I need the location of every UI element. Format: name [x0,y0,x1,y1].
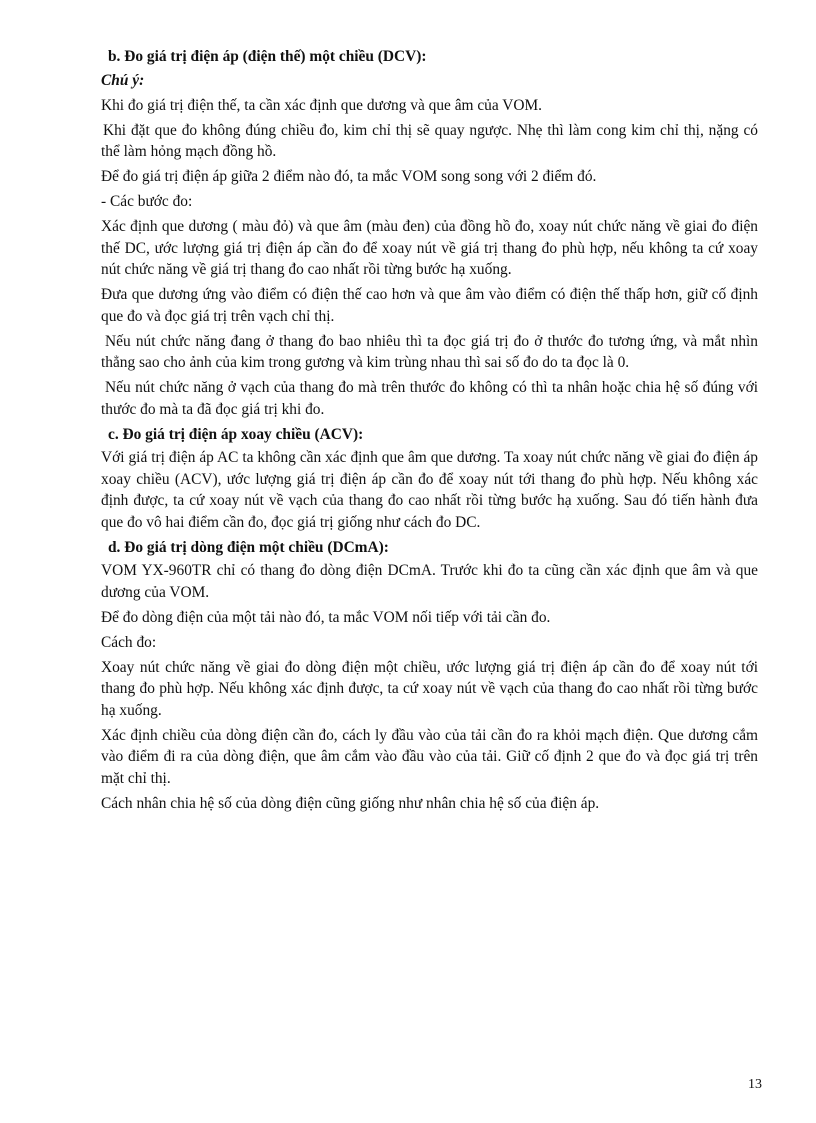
paragraph: Cách nhân chia hệ số của dòng điện cũng giống như nhân chia hệ số của điện áp. [101,794,600,812]
paragraph: Đưa que dương ứng vào điểm có điện thế cao hơn và que âm vào điểm có điện thế thấp hơn, giữ cố định que đo và đọc giá trị trên vạch chỉ thị. [101,286,758,325]
paragraph: Khi đo giá trị điện thế, ta cần xác định que dương và que âm của VOM. [101,96,543,114]
paragraph: Để đo giá trị điện áp giữa 2 điểm nào đó, ta mắc VOM song song với 2 điểm đó. [101,168,597,185]
paragraph: Nếu nút chức năng ở vạch của thang đo mà trên thước đo không có thì ta nhân hoặc chia hệ số đúng với thước đo mà ta đã đọc giá trị khi đo. [101,379,758,418]
section-heading-dcv: b. Đo giá trị điện áp (điện thế) một chiều (DCV): [108,48,427,65]
paragraph: Xác định chiều của dòng điện cần đo, cách ly đầu vào của tải cần đo ra khỏi mạch điện. Que dương cắm vào điểm đi ra của dòng điện, que âm cắm vào đầu vào của tải. Giữ cố định 2 que đo và đọc giá trị trên mặt chỉ thị. [101,726,758,787]
paragraph: - Các bước đo: [101,193,193,210]
page-number: 13 [748,1077,762,1092]
section-heading-acv: c. Đo giá trị điện áp xoay chiều (ACV): [108,425,364,443]
paragraph: Khi đặt que đo không đúng chiều đo, kim chỉ thị sẽ quay ngược. Nhẹ thì làm cong kim chỉ thị, nặng có thể làm hỏng mạch đồng hồ. [101,121,758,160]
paragraph: Cách đo: [101,633,157,651]
paragraph: Với giá trị điện áp AC ta không cần xác định que âm que dương. Ta xoay nút chức năng về giai đo điện áp xoay chiều (ACV), ước lượng giá trị điện áp cần đo để xoay nút tới thang đo phù hợp. Nếu không xác định được, ta cứ xoay nút về vạch của thang đo cao nhất rồi từng bước hạ xuống. Sau đó tiến hành đưa que đo vô hai điểm cần đo, đọc giá trị giống như cách đo DC. [101,449,758,531]
section-heading-dcma: d. Đo giá trị dòng điện một chiều (DCmA): [108,538,389,556]
paragraph: Nếu nút chức năng đang ở thang đo bao nhiêu thì ta đọc giá trị đo ở thước đo tương ứng, và mắt nhìn thẳng sao cho ảnh của kim trong gương và kim trùng nhau thì sai số đo do ta đọc là 0. [101,332,758,371]
paragraph: VOM YX-960TR chỉ có thang đo dòng điện DCmA. Trước khi đo ta cũng cần xác định que âm và que dương của VOM. [101,562,758,601]
paragraph: Xác định que dương ( màu đỏ) và que âm (màu đen) của đồng hồ đo, xoay nút chức năng về giai đo điện thế DC, ước lượng giá trị điện áp cần đo để xoay nút về giá trị thang đo phù hợp, nếu không ta cứ xoay nút chức năng về giá trị thang đo cao nhất rồi từng bước hạ xuống. [101,218,758,278]
paragraph: Để đo dòng điện của một tải nào đó, ta mắc VOM nối tiếp với tải cần đo. [101,608,551,626]
paragraph: Xoay nút chức năng về giai đo dòng điện một chiều, ước lượng giá trị điện áp cần đo để xoay nút tới thang đo phù hợp. Nếu không xác định được, ta cứ xoay nút về vạch của thang đo cao nhất rồi từng bước hạ xuống. [101,658,758,719]
note-label: Chú ý: [101,71,145,89]
page-content [101,46,758,818]
